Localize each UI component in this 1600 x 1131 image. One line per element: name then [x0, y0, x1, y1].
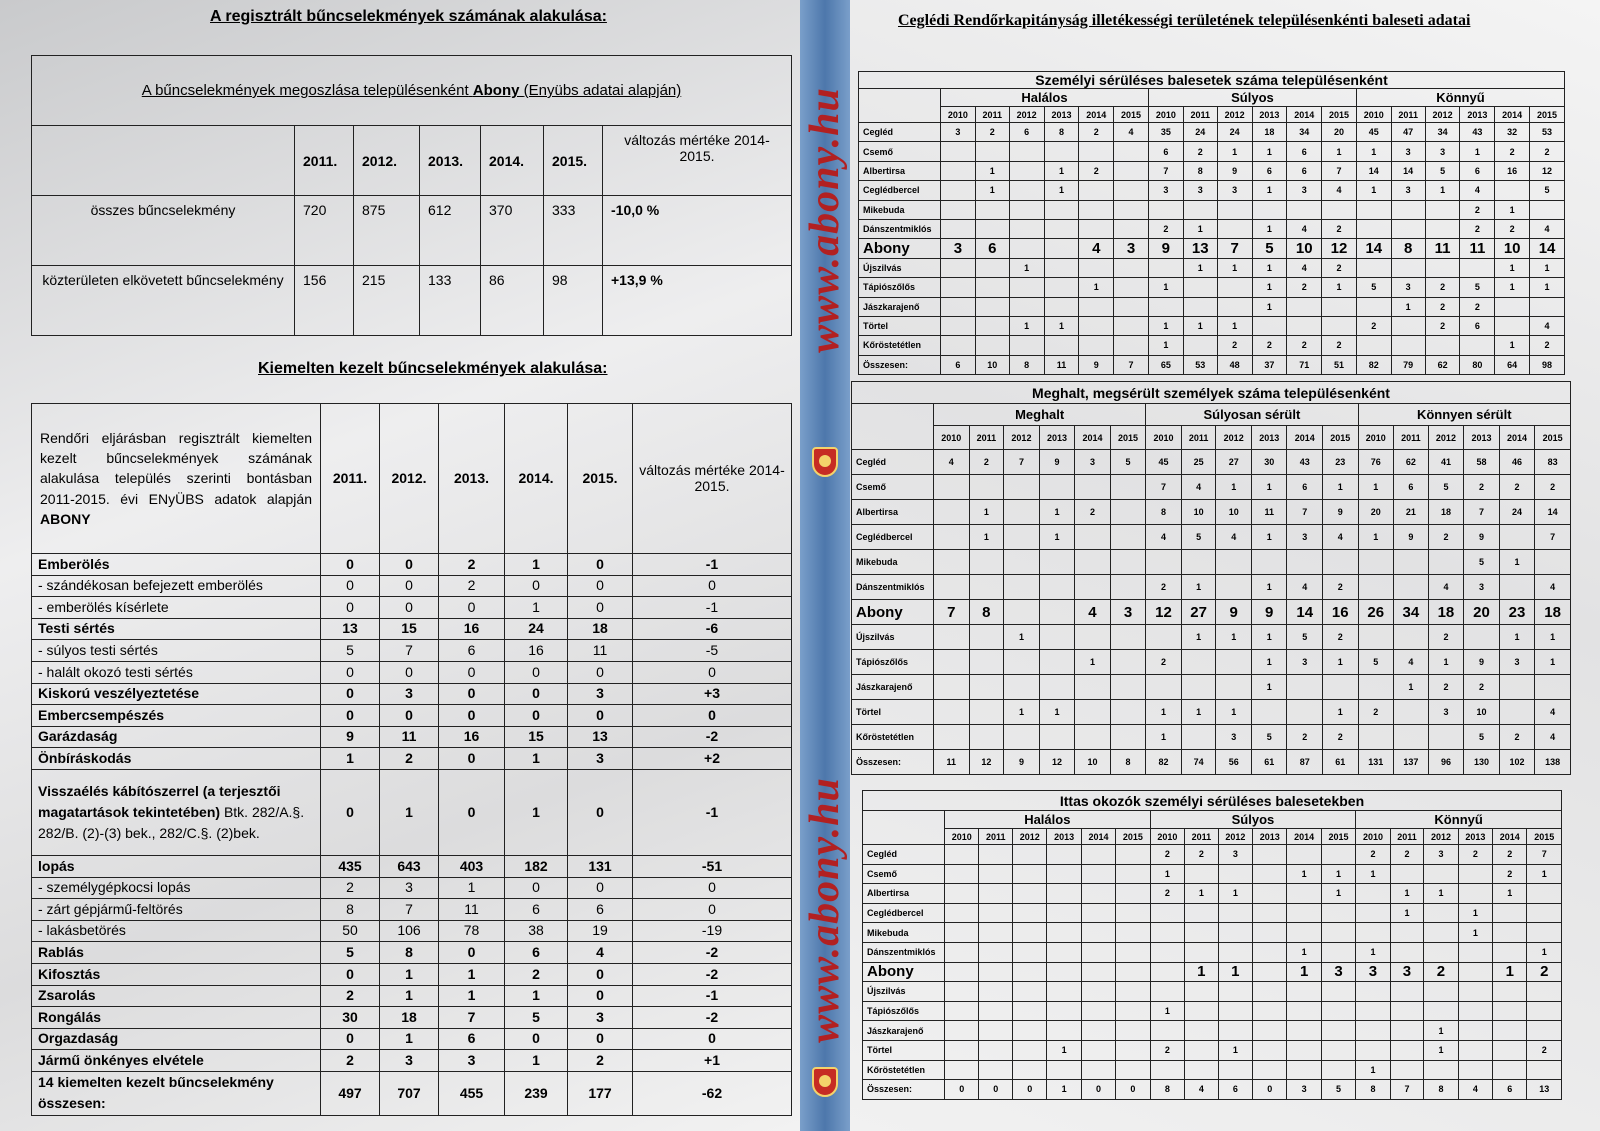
coat-of-arms-icon: [812, 447, 838, 477]
t1-row: közterületen elkövetett bűncselekmény 156 215 133 86 98 +13,9 %: [32, 266, 792, 336]
settlement-row: Mikebuda 5 1: [852, 550, 1571, 575]
settlement-row: Összesen: 0 0 0 1 0 0 8 4 6 0 3 5 8 7 8 4 6 13: [863, 1080, 1562, 1100]
settlement-row: Kőröstetétlen 1 3 5 2 2 5 2 4: [852, 725, 1571, 750]
settlement-row: Albertirsa 2 1 1 1 1 1 1: [863, 884, 1562, 904]
crime-row: Kiskorú veszélyeztetése 0 3 0 0 3 +3: [32, 683, 792, 705]
crime-row: - emberölés kísérlete 0 0 0 1 0 -1: [32, 597, 792, 619]
settlement-row: Mikebuda 1: [863, 923, 1562, 943]
crime-row: Emberölés 0 0 2 1 0 -1: [32, 554, 792, 576]
settlement-row: Abony 7 8 4 3 12 27 9 9 14 16 26 34 18 20 23 18: [852, 600, 1571, 625]
settlement-row: Csemő 1 1 1 1 2 1: [863, 864, 1562, 884]
priority-crimes-table: [31, 403, 792, 1116]
settlement-row: Törtel 1 1 1 1 1 1 2 3 10 4: [852, 700, 1571, 725]
crime-row: Visszaélés kábítószerrel (a terjesztői magatartások tekintetében) Btk. 282/A.§. 282/B. (2)-(3) bek., 282/C.§. (2)bek. 0 1 0 1 0 -1: [32, 769, 792, 855]
settlement-row: Tápiószőlős 1 2 1 3 1 5 4 1 9 3 1: [852, 650, 1571, 675]
settlement-row: Törtel 1 1 1 1 1 2 2 6 4: [859, 316, 1565, 335]
crime-row: - súlyos testi sértés 5 7 6 16 11 -5: [32, 640, 792, 662]
settlement-row: Csemő 7 4 1 1 6 1 1 6 5 2 2 2: [852, 475, 1571, 500]
crime-row: - szándékosan befejezett emberölés 0 0 2 0 0 0: [32, 575, 792, 597]
settlement-row: Újszilvás 1 1 1 1 5 2 2 1 1: [852, 625, 1571, 650]
settlement-row: Jászkarajenő 1: [863, 1021, 1562, 1041]
crime-row: - halált okozó testi sértés 0 0 0 0 0 0: [32, 661, 792, 683]
table-caption: Ittas okozók személyi sérüléses balesetekben: [863, 791, 1562, 811]
crime-row: Zsarolás 2 1 1 1 0 -1: [32, 985, 792, 1007]
group-header: Halálos: [945, 811, 1151, 829]
settlement-row: Csemő 6 2 1 1 6 1 1 3 3 1 2 2: [859, 142, 1565, 161]
crime-row: - személygépkocsi lopás 2 3 1 0 0 0: [32, 877, 792, 899]
crime-row: Rongálás 30 18 7 5 3 -2: [32, 1007, 792, 1029]
settlement-row: Kőröstetétlen 1: [863, 1060, 1562, 1080]
settlement-row: Ceglédbercel 1 1: [863, 903, 1562, 923]
settlement-row: Összesen: 11 12 9 12 10 8 82 74 56 61 87 61 131 137 96 130 102 138: [852, 750, 1571, 775]
crime-row: Önbíráskodás 1 2 0 1 3 +2: [32, 748, 792, 770]
settlement-row: Jászkarajenő 1 1 2 2: [859, 297, 1565, 316]
settlement-row: Kőröstetétlen 1 2 2 2 2 1 2: [859, 336, 1565, 355]
settlement-row: Albertirsa 1 1 2 7 8 9 6 6 7 14 14 5 6 16 12: [859, 161, 1565, 180]
crime-row: Orgazdaság 0 1 6 0 0 0: [32, 1028, 792, 1050]
settlement-row: Cegléd 4 2 7 9 3 5 45 25 27 30 43 23 76 62 41 58 46 83: [852, 450, 1571, 475]
settlement-row: Jászkarajenő 1 1 2 2: [852, 675, 1571, 700]
group-header: Meghalt: [934, 404, 1146, 426]
crime-row: Garázdaság 9 11 16 15 13 -2: [32, 726, 792, 748]
table-caption: Személyi sérüléses balesetek száma településenként: [859, 72, 1565, 89]
group-header: Könnyű: [1356, 89, 1564, 107]
settlement-row: Ceglédbercel 1 1 3 3 3 1 3 4 1 3 1 4 5: [859, 181, 1565, 200]
group-header: Könnyű: [1356, 811, 1562, 829]
crime-row: Jármű önkényes elvétele 2 3 3 1 2 +1: [32, 1050, 792, 1072]
coat-of-arms-icon: [812, 1067, 838, 1097]
settlement-row: Újszilvás 1 1 1 1 4 2 1 1: [859, 258, 1565, 277]
group-header: Súlyos: [1148, 89, 1356, 107]
settlement-row: Törtel 1 2 1 1 2: [863, 1040, 1562, 1060]
settlement-row: Abony 3 6 4 3 9 13 7 5 10 12 14 8 11 11 10 14: [859, 239, 1565, 258]
crime-row: 14 kiemelten kezelt bűncselekmény összesen: 497 707 455 239 177 -62: [32, 1071, 792, 1115]
group-header: Könnyen sérült: [1358, 404, 1571, 426]
website-url-bottom: www.abony.hu: [802, 777, 849, 1043]
crime-row: Rablás 5 8 0 6 4 -2: [32, 942, 792, 964]
group-header: Halálos: [941, 89, 1149, 107]
group-header: Súlyosan sérült: [1146, 404, 1358, 426]
crime-row: Testi sértés 13 15 16 24 18 -6: [32, 618, 792, 640]
left-title: A regisztrált bűncselekmények számának alakulása:: [210, 8, 607, 25]
settlement-row: Újszilvás: [863, 982, 1562, 1002]
crime-distribution-table: A bűncselekmények megoszlása településenként Abony (Enyübs adatai alapján) 2011. 2012. 2013. 2014. 2015. változás mértéke 2014-2015. összes bűncselekmény 720 875 612 370 333 -10,0 % közterületen elkövetett bűncselekmény 156 215 133 86 98 +13,9 %: [31, 55, 792, 336]
settlement-row: Dánszentmiklós 2 1 1 4 2 4 3 4: [852, 575, 1571, 600]
settlement-row: Cegléd 2 2 3 2 2 3 2 2 7: [863, 845, 1562, 865]
right-title: Ceglédi Rendőrkapitányság illetékességi területének településenkénti baleseti adatai: [898, 12, 1471, 29]
crime-row: Kifosztás 0 1 1 2 0 -2: [32, 963, 792, 985]
settlement-row: Cegléd 3 2 6 8 2 4 35 24 24 18 34 20 45 47 34 43 32 53: [859, 123, 1565, 142]
settlement-row: Ceglédbercel 1 1 4 5 4 1 3 4 1 9 2 9 7: [852, 525, 1571, 550]
settlement-row: Tápiószőlős 1: [863, 1001, 1562, 1021]
group-header: Súlyos: [1150, 811, 1356, 829]
crime-row: lopás 435 643 403 182 131 -51: [32, 855, 792, 877]
website-url-top: www.abony.hu: [802, 87, 849, 353]
settlement-row: Dánszentmiklós 1 1 1: [863, 942, 1562, 962]
settlement-row: Mikebuda 2 1: [859, 200, 1565, 219]
t1-header-row: 2011. 2012. 2013. 2014. 2015. változás mértéke 2014-2015.: [32, 126, 792, 196]
settlement-row: Tápiószőlős 1 1 1 2 1 5 3 2 5 1 1: [859, 278, 1565, 297]
left-subtitle: Kiemelten kezelt bűncselekmények alakulása:: [258, 360, 608, 377]
settlement-row: Abony 1 1 1 3 3 3 2 1 2: [863, 962, 1562, 982]
table-caption: Meghalt, megsérült személyek száma településenként: [852, 382, 1571, 404]
casualty-count-table: Meghalt, megsérült személyek száma településenként Meghalt Súlyosan sérült Könnyen sérült 2010 2011 2012 2013 2014 2015 2010 2011 2012 2013 2014 2015 2010 2011 2012 2013 2014 2015 Cegléd 4 2 7 9 3 5 45 25 27 30 43 23 76 62 41 58 46 83 Csemő 7 4 1 1 6 1 1 6 5 2 2 2 Albertirsa 1 1 2 8 10 10 11 7 9 20 21 18 7 24 14 Ceglédbercel 1 1 4 5 4 1 3 4 1 9 2 9 7 Mikebuda 5 1 Dánszentmiklós 2 1 1 4 2 4 3 4 Abony 7 8 4 3 12 27 9 9 14 16 26 34 18 20 23 18 Újszilvás 1 1 1 1 5 2 2 1 1 Tápiószőlős 1 2 1 3 1 5 4 1 9 3 1 Jászkarajenő 1 1 2 2 Törtel 1 1 1 1 1 1 2 3 10 4 Kőröstetétlen 1 3 5 2 2 5 2 4 Összesen: 11 12 9 12 10 8 82 74 56 61 87 61 131 137 96 130 102 138: [851, 381, 1571, 775]
settlement-row: Dánszentmiklós 2 1 1 4 2 2 2 4: [859, 219, 1565, 238]
crime-row: - lakásbetörés 50 106 78 38 19 -19: [32, 920, 792, 942]
accident-count-table: Személyi sérüléses balesetek száma településenként Halálos Súlyos Könnyű 2010 2011 2012 2013 2014 2015 2010 2011 2012 2013 2014 2015 2010 2011 2012 2013 2014 2015 Cegléd 3 2 6 8 2 4 35 24 24 18 34 20 45 47 34 43 32 53 Csemő 6 2 1 1 6 1 1 3 3 1 2 2 Albertirsa 1 1 2 7 8 9 6 6 7 14 14 5 6 16 12 Ceglédbercel 1 1 3 3 3 1 3 4 1 3 1 4 5 Mikebuda 2 1 Dánszentmiklós 2 1 1 4 2 2 2 4 Abony 3 6 4 3 9 13 7 5 10 12 14 8 11 11 10 14 Újszilvás 1 1 1 1 4 2 1 1 Tápiószőlős 1 1 1 2 1 5 3 2 5 1 1 Jászkarajenő 1 1 2 2 Törtel 1 1 1 1 1 2 2 6 4 Kőröstetétlen 1 2 2 2 2 1 2 Összesen: 6 10 8 11 9 7 65 53 48 37 71 51 82 79 62 80 64 98: [858, 71, 1565, 375]
crime-row: Embercsempészés 0 0 0 0 0 0: [32, 705, 792, 727]
settlement-row: Összesen: 6 10 8 11 9 7 65 53 48 37 71 51 82 79 62 80 64 98: [859, 355, 1565, 374]
t2-header-row: Rendőri eljárásban regisztrált kiemelten kezelt bűncselekmények számának alakulása település szerinti bontásban 2011-2015. évi ENyÜBS adatok alapján ABONY 2011. 2012. 2013. 2014. 2015. változás mértéke 2014-2015.: [32, 404, 792, 554]
settlement-row: Albertirsa 1 1 2 8 10 10 11 7 9 20 21 18 7 24 14: [852, 500, 1571, 525]
t1-row: összes bűncselekmény 720 875 612 370 333 -10,0 %: [32, 196, 792, 266]
crime-row: - zárt gépjármű-feltörés 8 7 11 6 6 0: [32, 899, 792, 921]
drunk-driver-table: Ittas okozók személyi sérüléses balesetekben Halálos Súlyos Könnyű 2010 2011 2012 2013 2014 2015 2010 2011 2012 2013 2014 2015 2010 2011 2012 2013 2014 2015 Cegléd 2 2 3 2 2 3 2 2 7 Csemő 1 1 1 1 2 1 Albertirsa 2 1 1 1 1 1 1 Ceglédbercel 1 1 Mikebuda 1 Dánszentmiklós 1 1 1 Abony 1 1 1 3 3 3 2 1 2 Újszilvás Tápiószőlős 1 Jászkarajenő 1 Törtel 1 2 1 1 2 Kőröstetétlen 1 Összesen: 0 0 0 1 0 0 8 4 6 0 3 5 8 7 8 4 6 13: [862, 790, 1562, 1100]
